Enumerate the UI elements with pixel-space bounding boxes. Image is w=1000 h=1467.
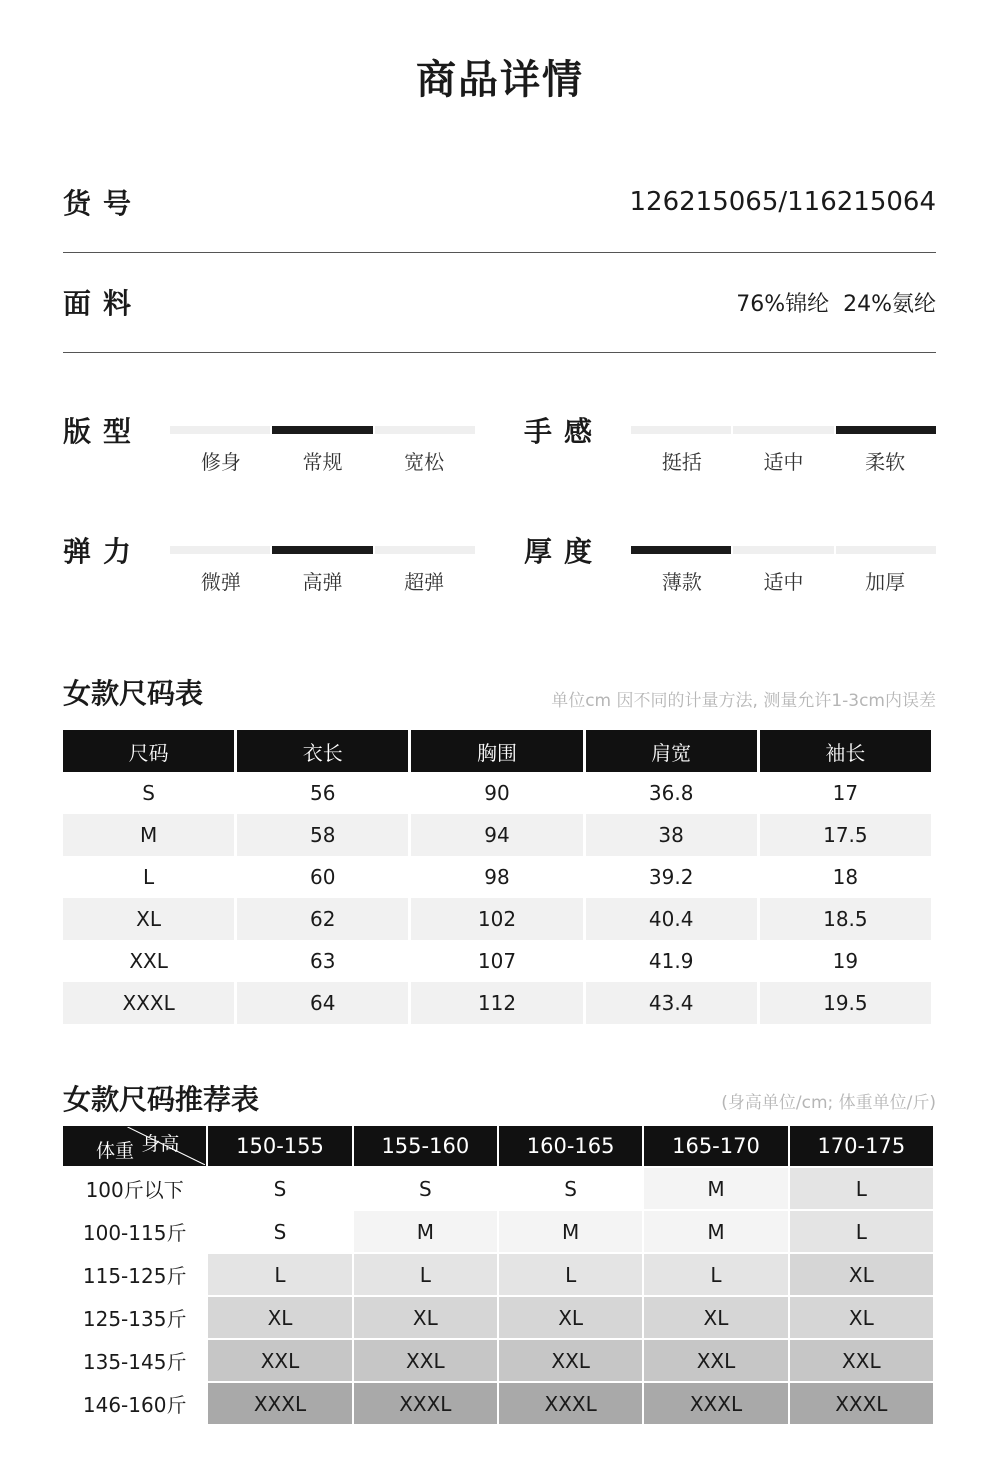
table-cell: 90 (484, 781, 510, 805)
size-cell: M (499, 1211, 642, 1252)
size-cell: XXL (354, 1340, 497, 1381)
table-cell: M (63, 814, 234, 856)
attr-options (631, 446, 936, 475)
scale-option: 适中 (763, 570, 804, 594)
scale-segment (170, 426, 270, 434)
recommend-chart-note: (身高单位/cm; 体重单位/斤) (721, 1093, 936, 1113)
item-number-value: 126215065/116215064 (629, 187, 936, 217)
recommend-header-row (63, 1126, 933, 1166)
attr-label: 弹力 (63, 535, 144, 568)
size-cell: XXXL (499, 1383, 642, 1424)
table-row (63, 982, 931, 1024)
weight-cell: 125-135斤 (82, 1307, 187, 1331)
table-row (63, 1168, 933, 1209)
scale-segment (836, 426, 936, 434)
size-cell: XL (499, 1297, 642, 1338)
table-cell: 17.5 (760, 814, 931, 856)
size-chart-note: 单位cm 因不同的计量方法, 测量允许1-3cm内误差 (551, 691, 936, 711)
size-cell: M (644, 1168, 787, 1209)
scale-segment (170, 546, 270, 554)
column-header: 胸围 (411, 730, 582, 772)
fabric-value: 76%锦纶 24%氨纶 (736, 291, 936, 317)
attr-fit (63, 410, 473, 490)
scale-option: 宽松 (404, 450, 445, 474)
size-cell: L (790, 1211, 933, 1252)
column-header: 肩宽 (586, 730, 757, 772)
table-cell: XXL (129, 949, 168, 973)
scale-segment (733, 426, 833, 434)
size-cell: M (354, 1211, 497, 1252)
size-cell: L (644, 1254, 787, 1295)
page-title: 商品详情 (416, 57, 584, 103)
size-chart-body (63, 772, 931, 1024)
table-cell: L (143, 865, 155, 889)
size-cell: XXL (644, 1340, 787, 1381)
scale-segment (631, 426, 731, 434)
table-cell: 58 (237, 814, 408, 856)
table-cell: 17 (832, 781, 859, 805)
size-cell: M (644, 1211, 787, 1252)
size-cell: L (208, 1254, 351, 1295)
weight-cell: 146-160斤 (82, 1393, 187, 1417)
table-cell: XXXL (63, 982, 234, 1024)
table-cell: 63 (310, 949, 336, 973)
table-cell: XL (63, 898, 234, 940)
column-header: 袖长 (760, 730, 931, 772)
size-cell: XXXL (644, 1383, 787, 1424)
table-cell: 60 (310, 865, 336, 889)
table-cell: 19.5 (760, 982, 931, 1024)
attr-options (170, 566, 475, 595)
size-cell: L (354, 1254, 497, 1295)
fabric-label: 面料 (63, 287, 144, 320)
attr-track (170, 546, 475, 554)
size-cell: S (208, 1168, 351, 1209)
scale-option: 柔软 (865, 450, 906, 474)
scale-segment (375, 546, 475, 554)
size-cell: XL (354, 1297, 497, 1338)
attr-track (631, 546, 936, 554)
scale-option: 加厚 (865, 570, 906, 594)
height-header: 160-165 (499, 1126, 642, 1166)
item-number-row (63, 152, 936, 253)
size-cell: XXXL (790, 1383, 933, 1424)
table-row (63, 856, 931, 898)
table-cell: 41.9 (648, 949, 694, 973)
attr-track (170, 426, 475, 434)
diagonal-divider (64, 1127, 205, 1165)
height-header: 165-170 (644, 1126, 787, 1166)
size-chart-table (60, 730, 934, 1024)
attr-label: 手感 (524, 415, 605, 448)
attr-label: 版型 (63, 415, 144, 448)
table-cell: 43.4 (586, 982, 757, 1024)
table-cell: 19 (832, 949, 859, 973)
scale-option: 挺括 (661, 450, 702, 474)
table-cell: 36.8 (648, 781, 694, 805)
attr-feel (524, 410, 934, 490)
table-cell: 98 (484, 865, 510, 889)
weight-cell: 135-145斤 (82, 1350, 187, 1374)
table-row (63, 940, 931, 982)
table-row (63, 1211, 933, 1252)
table-cell: S (142, 781, 155, 805)
weight-cell: 115-125斤 (82, 1264, 187, 1288)
attr-label: 厚度 (524, 535, 605, 568)
table-cell: 18.5 (760, 898, 931, 940)
table-cell: 40.4 (586, 898, 757, 940)
table-row (63, 1383, 933, 1424)
weight-cell: 100-115斤 (82, 1221, 187, 1245)
size-cell: XXXL (354, 1383, 497, 1424)
size-cell: L (790, 1168, 933, 1209)
column-header: 衣长 (237, 730, 408, 772)
size-cell: S (354, 1168, 497, 1209)
fabric-row (63, 252, 936, 353)
column-header: 尺码 (63, 730, 234, 772)
scale-segment (375, 426, 475, 434)
size-cell: XXXL (208, 1383, 351, 1424)
size-cell: XXL (208, 1340, 351, 1381)
table-cell: 56 (310, 781, 336, 805)
table-row (63, 772, 931, 814)
scale-segment (272, 546, 372, 554)
corner-header (63, 1126, 206, 1166)
scale-segment (836, 546, 936, 554)
attr-thickness (524, 530, 934, 610)
scale-option: 常规 (302, 450, 343, 474)
attr-options (631, 566, 936, 595)
size-cell: S (499, 1168, 642, 1209)
corner-weight-label: 体重 (96, 1140, 135, 1162)
table-cell: 64 (237, 982, 408, 1024)
size-chart-header-row (63, 730, 931, 772)
table-cell: 39.2 (648, 865, 694, 889)
item-number-label: 货号 (63, 187, 144, 220)
size-cell: XL (790, 1297, 933, 1338)
size-cell: XXL (499, 1340, 642, 1381)
height-header: 170-175 (790, 1126, 933, 1166)
size-cell: XL (208, 1297, 351, 1338)
table-cell: 62 (237, 898, 408, 940)
table-row (63, 814, 931, 856)
attr-options (170, 446, 475, 475)
table-cell: 107 (477, 949, 517, 973)
table-cell: 18 (832, 865, 859, 889)
table-cell: 112 (411, 982, 582, 1024)
height-header: 150-155 (208, 1126, 351, 1166)
size-chart-title: 女款尺码表 (63, 677, 204, 710)
height-header: 155-160 (354, 1126, 497, 1166)
scale-option: 微弹 (200, 570, 241, 594)
scale-option: 薄款 (661, 570, 702, 594)
scale-segment (272, 426, 372, 434)
scale-segment (733, 546, 833, 554)
scale-option: 超弹 (404, 570, 445, 594)
table-row (63, 1254, 933, 1295)
scale-option: 高弹 (302, 570, 343, 594)
size-cell: XL (644, 1297, 787, 1338)
table-cell: 94 (411, 814, 582, 856)
corner-height-label: 身高 (141, 1133, 180, 1155)
recommend-chart-body (63, 1168, 933, 1424)
scale-option: 修身 (200, 450, 241, 474)
table-row (63, 1340, 933, 1381)
table-cell: 102 (411, 898, 582, 940)
recommend-chart-table (61, 1124, 935, 1426)
attr-elasticity (63, 530, 473, 610)
size-cell: S (208, 1211, 351, 1252)
recommend-chart-title: 女款尺码推荐表 (63, 1083, 260, 1116)
scale-segment (631, 546, 731, 554)
table-row (63, 898, 931, 940)
weight-cell: 100斤以下 (85, 1178, 184, 1202)
size-cell: L (499, 1254, 642, 1295)
table-cell: 38 (586, 814, 757, 856)
scale-option: 适中 (763, 450, 804, 474)
attr-track (631, 426, 936, 434)
size-cell: XL (790, 1254, 933, 1295)
table-row (63, 1297, 933, 1338)
size-cell: XXL (790, 1340, 933, 1381)
